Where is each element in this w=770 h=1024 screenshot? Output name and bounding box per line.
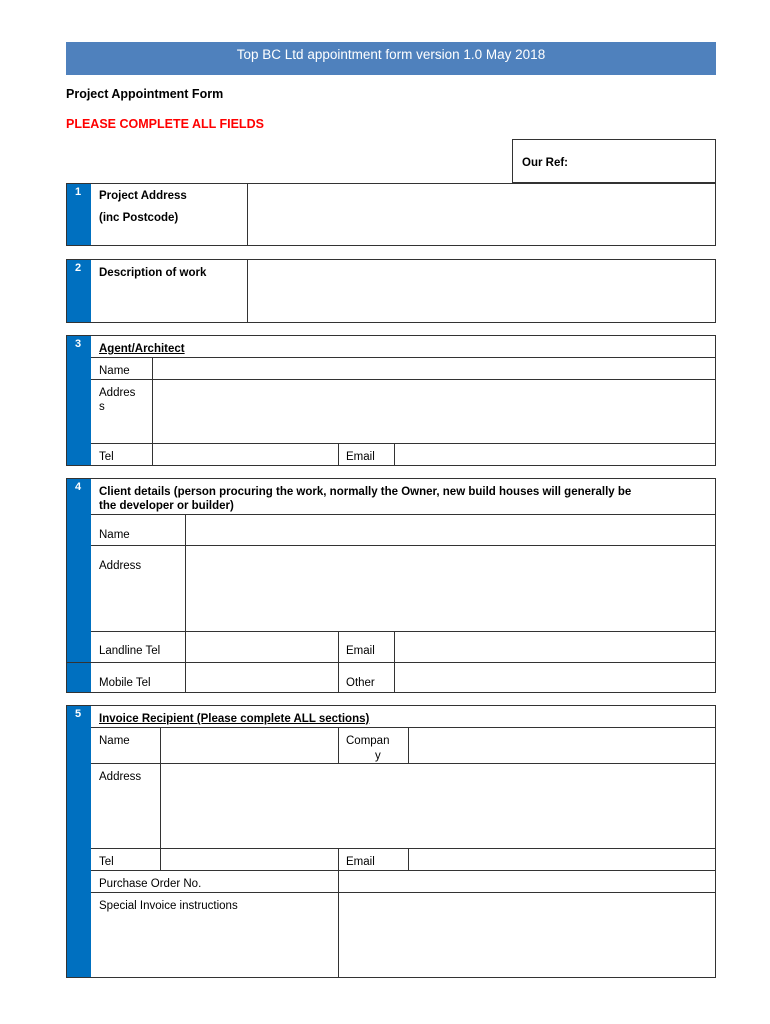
agent-architect-heading: Agent/Architect [99,343,185,355]
project-address-field[interactable] [248,184,715,245]
client-landline-label: Landline Tel [99,645,161,657]
section-1-number: 1 [67,184,91,245]
agent-address-label-wrap: s [99,401,105,413]
invoice-name-field[interactable] [161,728,337,762]
project-address-label: Project Address [99,190,187,202]
agent-name-field[interactable] [153,358,715,378]
invoice-tel-label: Tel [99,856,114,868]
special-instructions-field[interactable] [339,893,715,977]
section-5-number: 5 [67,706,91,977]
purchase-order-label: Purchase Order No. [99,878,202,890]
client-landline-field[interactable] [186,632,337,661]
agent-email-field[interactable] [395,444,715,465]
required-warning: PLEASE COMPLETE ALL FIELDS [66,117,264,131]
agent-tel-field[interactable] [153,444,337,465]
agent-tel-label: Tel [99,451,114,463]
client-address-field[interactable] [186,546,715,630]
client-mobile-field[interactable] [186,663,337,692]
section-3-email-divider-1 [338,443,339,466]
invoice-recipient-heading: Invoice Recipient (Please complete ALL sections) [99,713,370,725]
section-2-number: 2 [67,260,91,322]
special-instructions-label: Special Invoice instructions [99,900,238,912]
invoice-email-field[interactable] [409,849,715,869]
client-other-label: Other [346,677,375,689]
client-mobile-label: Mobile Tel [99,677,151,689]
client-name-label: Name [99,529,130,541]
invoice-address-label: Address [99,771,142,783]
section-4-email-divider-1 [338,631,339,693]
agent-name-label: Name [99,365,130,377]
description-of-work-label: Description of work [99,267,207,279]
form-title: Project Appointment Form [66,87,224,101]
header-banner: Top BC Ltd appointment form version 1.0 May 2018 [66,42,716,75]
postcode-note-label: (inc Postcode) [99,212,179,224]
invoice-tel-field[interactable] [161,849,337,869]
invoice-name-label: Name [99,735,130,747]
client-details-heading: Client details (person procuring the work, normally the Owner, new build houses will generally be [99,486,632,498]
invoice-company-label: Compan [346,735,390,747]
client-name-field[interactable] [186,515,715,544]
agent-email-label: Email [346,451,375,463]
invoice-address-field[interactable] [161,764,715,847]
invoice-email-label: Email [346,856,375,868]
purchase-order-field[interactable] [339,871,715,891]
section-4-number: 4 [67,479,91,692]
invoice-company-field[interactable] [409,728,715,762]
client-details-heading-wrap: the developer or builder) [99,500,234,512]
section-5-mid-divider-a [338,727,339,763]
client-address-label: Address [99,560,142,572]
invoice-company-label-wrap: y [375,750,381,762]
client-email-field[interactable] [395,632,715,661]
agent-address-label: Addres [99,387,136,399]
client-email-label: Email [346,645,375,657]
our-ref-label: Our Ref: [522,157,568,169]
description-of-work-field[interactable] [248,260,715,322]
agent-address-field[interactable] [153,380,715,442]
section-3-number: 3 [67,336,91,465]
client-other-field[interactable] [395,663,715,692]
